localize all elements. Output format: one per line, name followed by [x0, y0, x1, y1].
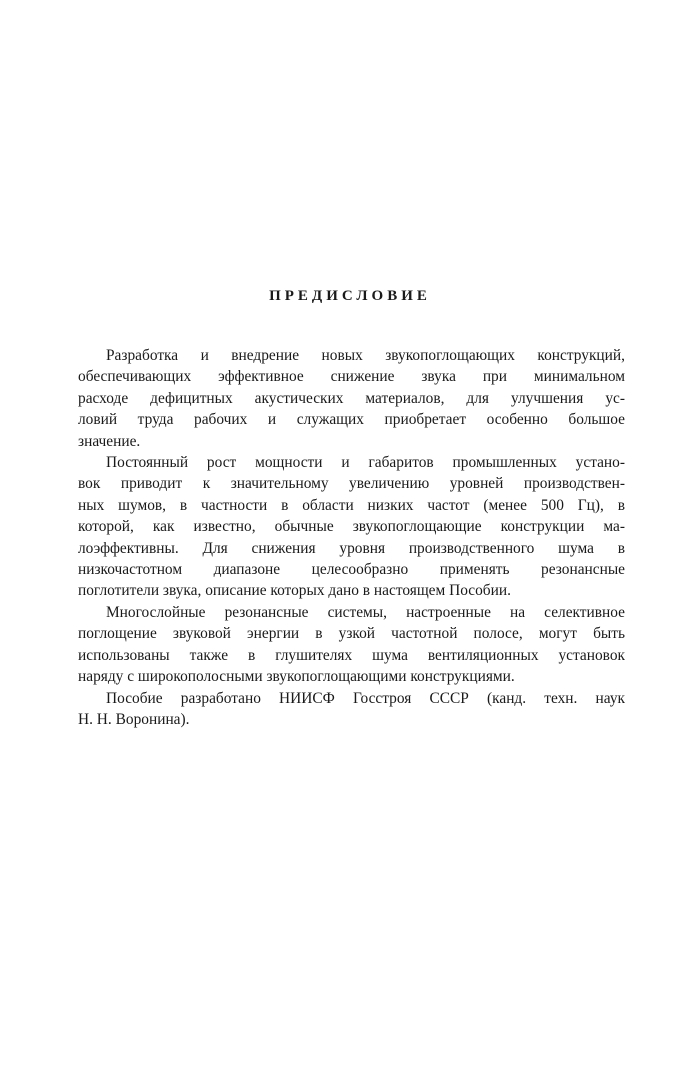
text-line: которой, как известно, обычные звукопоглощающие конструкции ма- [78, 518, 625, 536]
paragraph-4 [78, 688, 625, 731]
text-line: Многослойные резонансные системы, настроенные на селективное [106, 603, 625, 621]
text-line: наряду с широкополосными звукопоглощающими конструкциями. [78, 668, 515, 686]
text-line: Н. Н. Воронина). [78, 710, 190, 728]
text-line: обеспечивающих эффективное снижение звука при минимальном [78, 368, 625, 386]
text-line: поглотители звука, описание которых дано в настоящем Пособии. [78, 582, 511, 600]
paragraph-3 [78, 602, 625, 688]
paragraph-1 [78, 345, 625, 452]
text-line: ных шумов, в частности в области низких частот (менее 500 Гц), в [78, 496, 625, 514]
text-line: значение. [78, 432, 141, 450]
text-line: Разработка и внедрение новых звукопоглощающих конструкций, [106, 347, 625, 364]
text-line: Постоянный рост мощности и габаритов промышленных устано- [106, 454, 625, 472]
text-line: поглощение звуковой энергии в узкой частотной полосе, могут быть [78, 625, 625, 643]
text-line: низкочастотном диапазоне целесообразно применять резонансные [78, 561, 625, 579]
text-line: расходе дефицитных акустических материалов, для улучшения ус- [78, 389, 625, 407]
text-line: ловий труда рабочих и служащих приобретает особенно большое [78, 411, 625, 429]
text-line: вок приводит к значительному увеличению уровней производствен- [78, 475, 625, 493]
paragraph-2 [78, 452, 625, 602]
text-line: использованы также в глушителях шума вентиляционных установок [78, 646, 625, 664]
preface-body [78, 345, 625, 730]
page-title: ПРЕДИСЛОВИЕ [269, 288, 431, 304]
text-line: Пособие разработано НИИСФ Госстроя СССР (канд. техн. наук [106, 689, 625, 707]
text-line: лоэффективны. Для снижения уровня производственного шума в [78, 539, 625, 557]
